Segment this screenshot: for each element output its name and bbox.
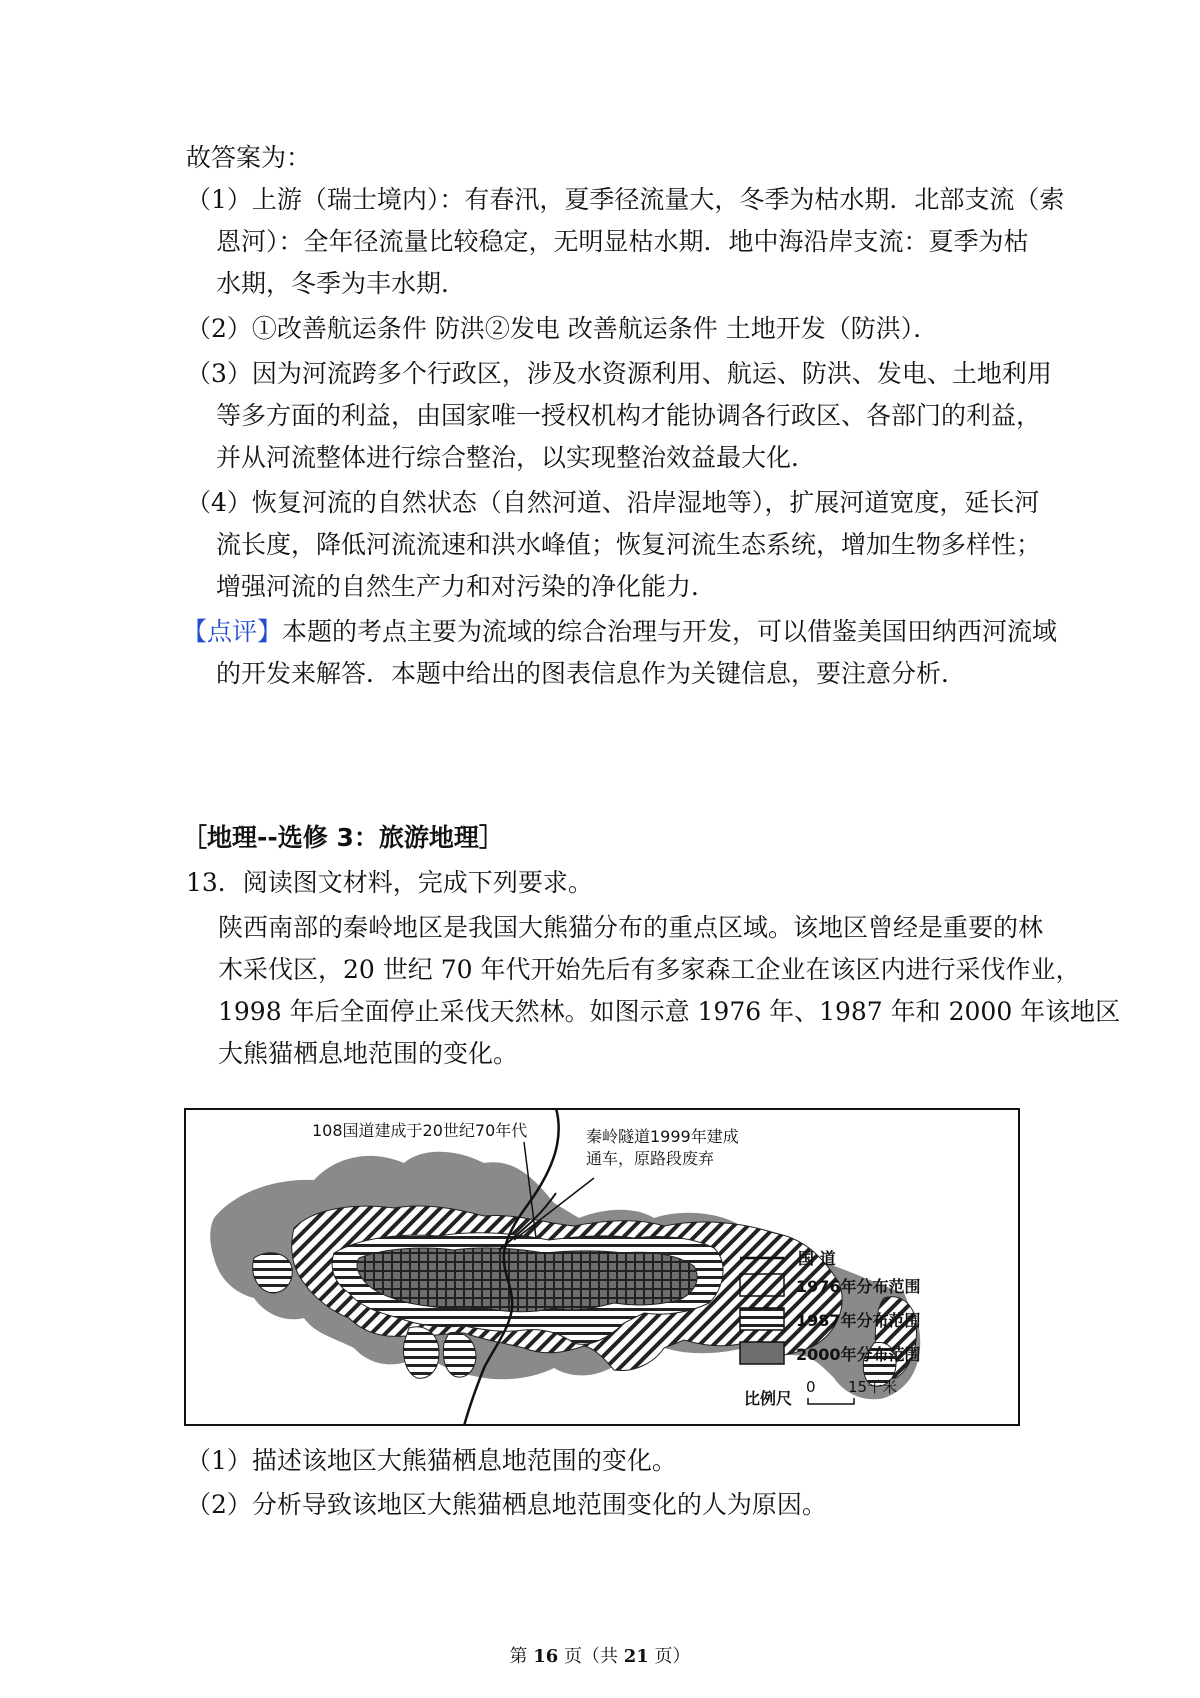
comment-line-1 xyxy=(182,615,1057,649)
legend-label-road: 国 道 xyxy=(798,1249,836,1268)
comment-line-2: 的开发来解答．本题中给出的图表信息作为关键信息，要注意分析． xyxy=(216,659,967,688)
scale-value: 15千米 xyxy=(848,1378,898,1396)
section-title: ［地理--选修 3：旅游地理］ xyxy=(182,823,504,852)
answer-3-line-1: （3）因为河流跨多个行政区，涉及水资源利用、航运、防洪、发电、土地利用 xyxy=(186,359,1052,388)
question-stem: 13．阅读图文材料，完成下列要求。 xyxy=(186,868,593,897)
scale-zero: 0 xyxy=(806,1378,816,1396)
answer-4-line-1: （4）恢复河流的自然状态（自然河道、沿岸湿地等），扩展河道宽度，延长河 xyxy=(186,488,1040,517)
legend-swatch-2000 xyxy=(740,1342,784,1364)
material-line-2: 木采伐区，20 世纪 70 年代开始先后有多家森工企业在该区内进行采伐作业， xyxy=(218,955,1081,984)
footer-middle: 页（共 xyxy=(558,1646,624,1667)
scale-label: 比例尺 xyxy=(744,1389,793,1408)
legend-swatch-1976 xyxy=(740,1274,784,1296)
comment-tag: 【点评】 xyxy=(182,617,283,646)
answer-3-line-3: 并从河流整体进行综合整治，以实现整治效益最大化． xyxy=(216,443,817,472)
legend-label-1976: 1976年分布范围 xyxy=(796,1277,921,1296)
material-line-1: 陕西南部的秦岭地区是我国大熊猫分布的重点区域。该地区曾经是重要的林 xyxy=(218,913,1044,942)
answer-intro: 故答案为： xyxy=(186,143,312,172)
legend-label-1987: 1987年分布范围 xyxy=(796,1311,921,1330)
answer-2-line-1: （2）①改善航运条件 防洪②发电 改善航运条件 土地开发（防洪）． xyxy=(186,314,939,343)
comment-text-1: 本题的考点主要为流域的综合治理与开发，可以借鉴美国田纳西河流域 xyxy=(282,617,1058,646)
answer-1-line-2: 恩河）：全年径流量比较稳定，无明显枯水期．地中海沿岸支流：夏季为枯 xyxy=(216,227,1029,256)
range-overlap-area xyxy=(357,1248,697,1312)
material-line-4: 大熊猫栖息地范围的变化。 xyxy=(218,1039,519,1068)
footer-suffix: 页） xyxy=(648,1646,691,1667)
annotation-road-text: 108国道建成于20世纪70年代 xyxy=(312,1121,528,1140)
page-footer xyxy=(0,1645,1200,1669)
panda-habitat-map xyxy=(184,1108,1020,1426)
footer-prefix: 第 xyxy=(509,1646,534,1667)
annotation-tunnel-text-2: 通车，原路段废弃 xyxy=(586,1149,715,1168)
footer-page-number: 16 xyxy=(533,1646,559,1667)
legend-label-2000: 2000年分布范围 xyxy=(796,1345,921,1364)
sub-question-2: （2）分析导致该地区大熊猫栖息地范围变化的人为原因。 xyxy=(186,1490,827,1519)
footer-total-pages: 21 xyxy=(623,1646,649,1667)
answer-1-line-3: 水期，冬季为丰水期． xyxy=(216,269,467,298)
answer-4-line-3: 增强河流的自然生产力和对污染的净化能力． xyxy=(216,572,717,601)
answer-1-line-1: （1）上游（瑞士境内）：有春汛，夏季径流量大，冬季为枯水期．北部支流（索 xyxy=(186,185,1065,214)
legend-swatch-1987 xyxy=(740,1308,784,1330)
answer-3-line-2: 等多方面的利益，由国家唯一授权机构才能协调各行政区、各部门的利益， xyxy=(216,401,1042,430)
material-line-3: 1998 年后全面停止采伐天然林。如图示意 1976 年、1987 年和 2000 年该地区 xyxy=(218,997,1121,1026)
annotation-tunnel-text-1: 秦岭隧道1999年建成 xyxy=(586,1127,739,1146)
answer-4-line-2: 流长度，降低河流流速和洪水峰值；恢复河流生态系统，增加生物多样性； xyxy=(216,530,1042,559)
sub-question-1: （1）描述该地区大熊猫栖息地范围的变化。 xyxy=(186,1446,677,1475)
